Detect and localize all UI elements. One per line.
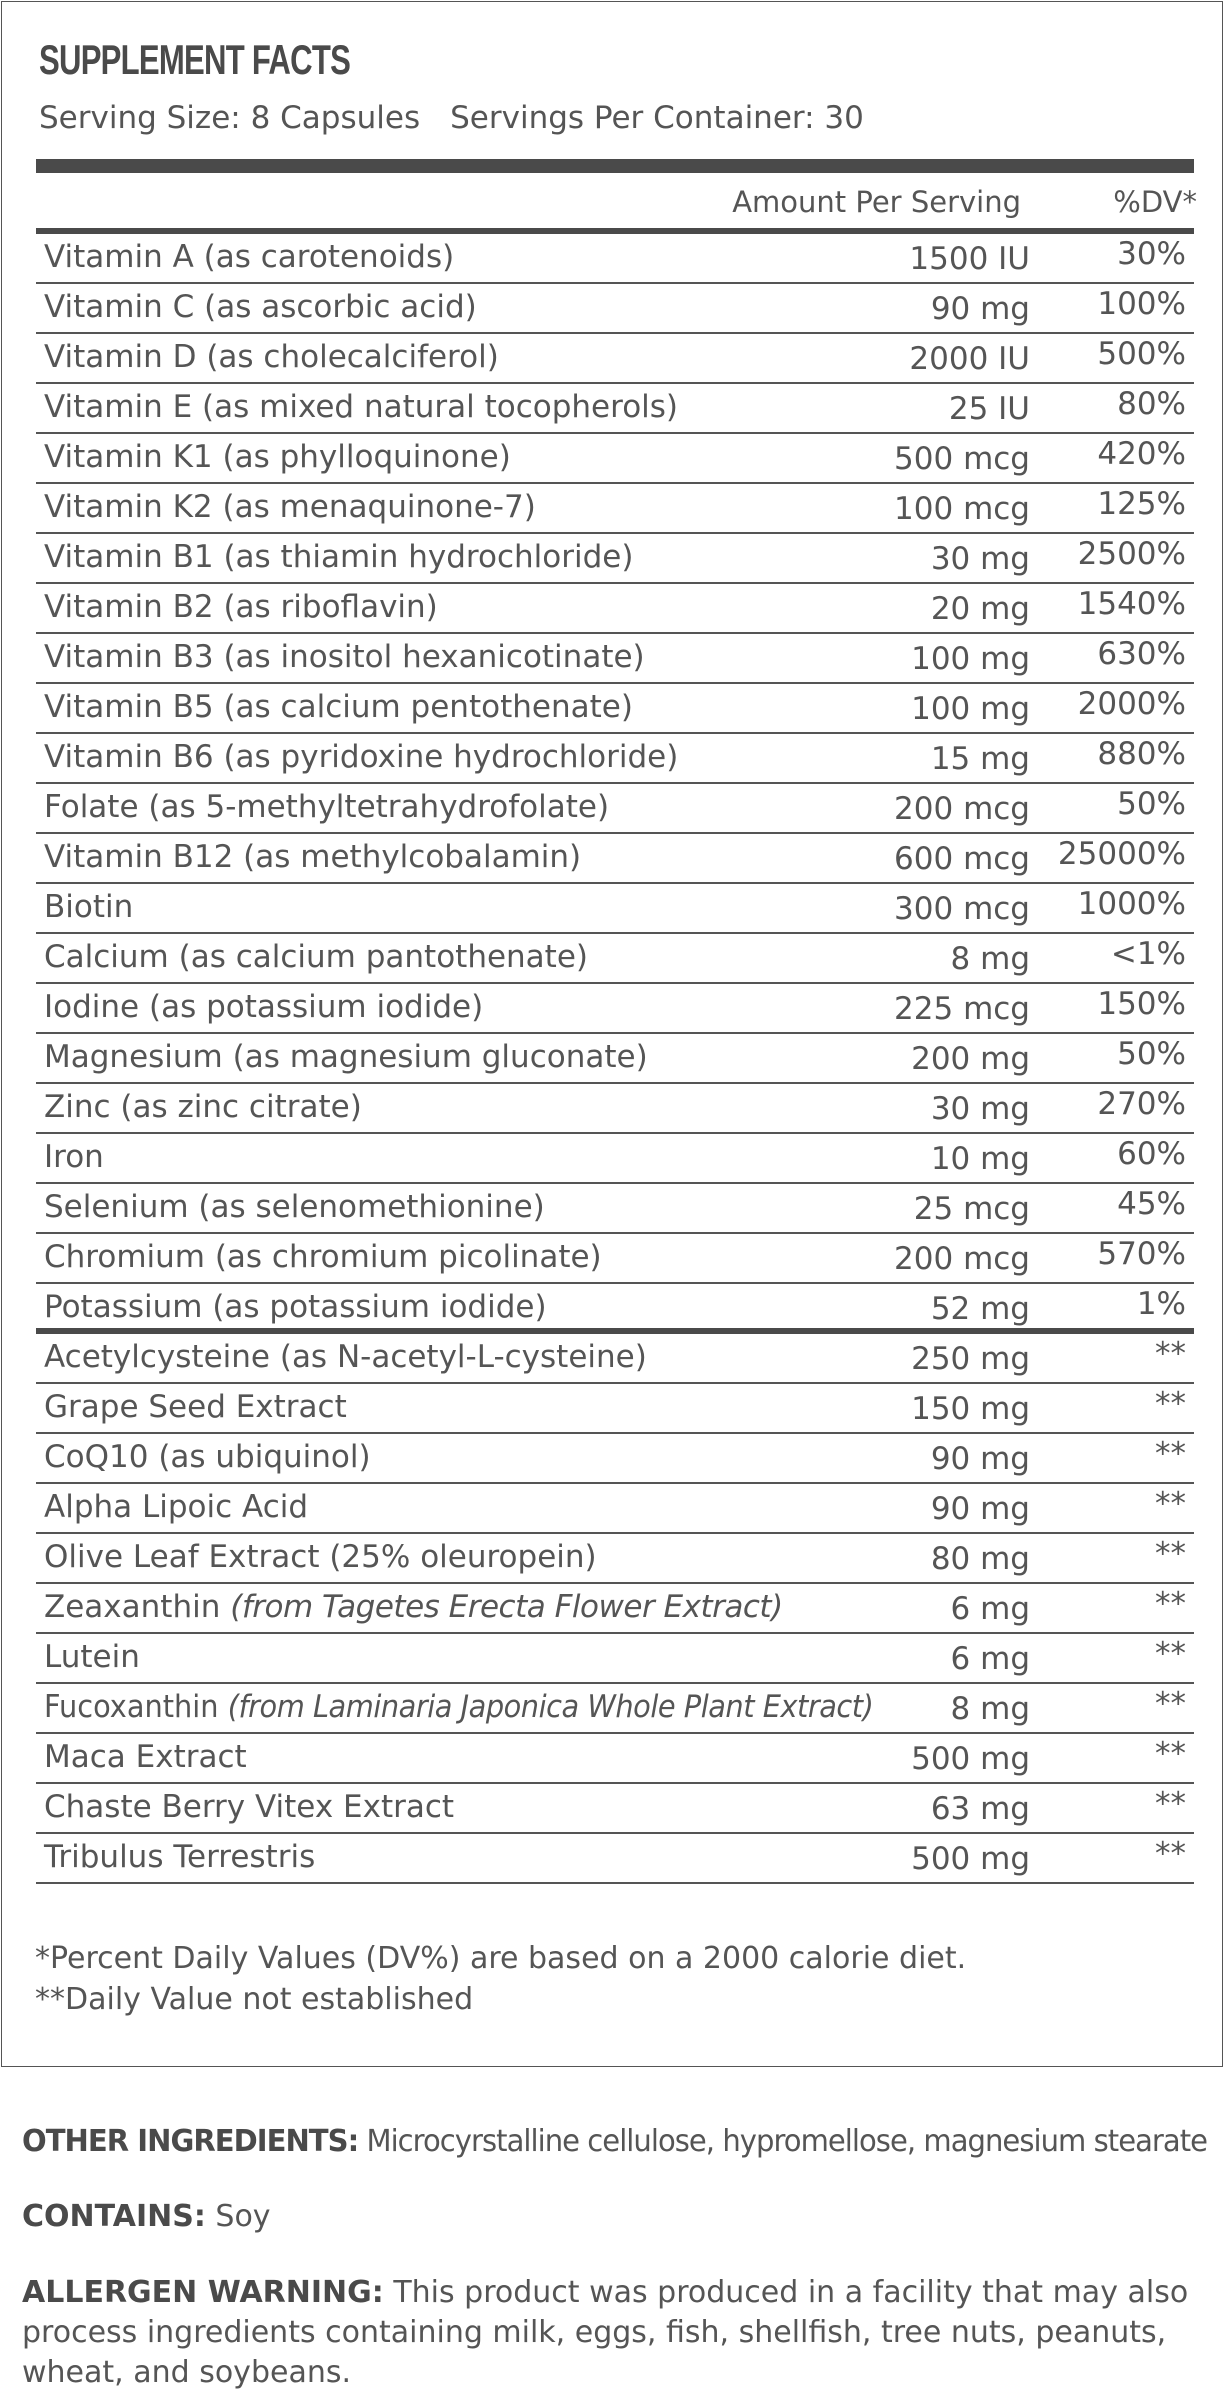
daily-value: 630% (1097, 636, 1186, 672)
table-row (36, 1634, 1194, 1684)
amount-per-serving: 63 mg (930, 1791, 1030, 1827)
amount-per-serving: 25 mcg (913, 1191, 1030, 1227)
daily-value: 60% (1117, 1136, 1186, 1172)
ingredient-name-text: Vitamin A (as carotenoids) (44, 239, 455, 275)
ingredient-name (44, 389, 678, 425)
table-row (36, 834, 1194, 884)
amount-per-serving: 52 mg (930, 1291, 1030, 1327)
amount-per-serving: 80 mg (930, 1541, 1030, 1577)
ingredient-name (44, 489, 536, 525)
table-row (36, 1534, 1194, 1584)
ingredient-name-text: Vitamin B1 (as thiamin hydrochloride) (44, 539, 634, 575)
daily-value: ** (1155, 1636, 1186, 1672)
table-row (36, 234, 1194, 284)
ingredient-name-text: Vitamin K1 (as phylloquinone) (44, 439, 511, 475)
ingredient-name (44, 639, 645, 675)
allergen-warning (22, 2273, 1212, 2393)
daily-value: ** (1155, 1736, 1186, 1772)
daily-value: ** (1155, 1386, 1186, 1422)
table-row (36, 1484, 1194, 1534)
ingredient-name (44, 1839, 315, 1875)
ingredient-source: (from Tagetes Erecta Flower Extract) (230, 1589, 783, 1625)
daily-value: 880% (1097, 736, 1186, 772)
amount-per-serving: 225 mcg (894, 991, 1030, 1027)
amount-per-serving: 100 mcg (894, 491, 1030, 527)
other-ingredients-text: Microcyrstalline cellulose, hypromellose, magnesium stearate (358, 2124, 1208, 2159)
allergen-warning-text: This product was produced in a facility that may also process ingredients containing milk, eggs, fish, shellfish, tree nuts, peanuts, wheat, and soybeans. (22, 2275, 1189, 2390)
amount-per-serving: 8 mg (950, 941, 1030, 977)
ingredient-name-text: Selenium (as selenomethionine) (44, 1189, 545, 1225)
amount-per-serving: 25 IU (948, 391, 1030, 427)
table-row (36, 634, 1194, 684)
daily-value: 2500% (1077, 536, 1186, 572)
amount-per-serving: 200 mcg (894, 1241, 1030, 1277)
amount-per-serving: 300 mcg (894, 891, 1030, 927)
header-amount: Amount Per Serving (732, 185, 1021, 219)
ingredient-name-text: Magnesium (as magnesium gluconate) (44, 1039, 648, 1075)
ingredient-name-text: Vitamin B12 (as methylcobalamin) (44, 839, 582, 875)
daily-value: 25000% (1057, 836, 1186, 872)
amount-per-serving: 20 mg (930, 591, 1030, 627)
table-row (36, 1084, 1194, 1134)
table-row (36, 584, 1194, 634)
amount-per-serving: 1500 IU (909, 241, 1030, 277)
daily-value: 500% (1097, 336, 1186, 372)
ingredient-name-text: Vitamin B2 (as riboflavin) (44, 589, 438, 625)
ingredient-name-text: Acetylcysteine (as N-acetyl-L-cysteine) (44, 1339, 647, 1375)
table-row (36, 884, 1194, 934)
ingredient-source: (from Laminaria Japonica Whole Plant Extract) (227, 1689, 874, 1725)
table-row (36, 1234, 1194, 1284)
amount-per-serving: 200 mg (911, 1041, 1030, 1077)
ingredient-name-text: Calcium (as calcium pantothenate) (44, 939, 588, 975)
daily-value: 30% (1117, 236, 1186, 272)
ingredient-name (44, 239, 454, 275)
amount-per-serving: 150 mg (911, 1391, 1030, 1427)
daily-value: 2000% (1077, 686, 1186, 722)
daily-value: 1540% (1077, 586, 1186, 622)
amount-per-serving: 6 mg (950, 1591, 1030, 1627)
facts-table (36, 234, 1194, 1884)
ingredient-name (44, 1639, 140, 1675)
ingredient-name-text: Tribulus Terrestris (44, 1839, 316, 1875)
serving-size: Serving Size: 8 Capsules (39, 100, 421, 136)
ingredient-name-text: Vitamin C (as ascorbic acid) (44, 289, 477, 325)
ingredient-name (44, 689, 633, 725)
daily-value: ** (1155, 1836, 1186, 1872)
daily-value: ** (1155, 1536, 1186, 1572)
daily-value: 1000% (1077, 886, 1186, 922)
daily-value: 1% (1136, 1286, 1186, 1322)
table-row (36, 1184, 1194, 1234)
ingredient-name-text: Chaste Berry Vitex Extract (44, 1789, 455, 1825)
daily-value: 45% (1117, 1186, 1186, 1222)
table-row (36, 1334, 1194, 1384)
daily-value: ** (1155, 1586, 1186, 1622)
amount-per-serving: 15 mg (930, 741, 1030, 777)
ingredient-name (44, 539, 633, 575)
amount-per-serving: 2000 IU (909, 341, 1030, 377)
table-row (36, 384, 1194, 434)
other-ingredients-label: OTHER INGREDIENTS: (22, 2124, 359, 2159)
daily-value: <1% (1110, 936, 1186, 972)
ingredient-name (44, 1189, 545, 1225)
ingredient-name (44, 1389, 347, 1425)
amount-per-serving: 30 mg (930, 1091, 1030, 1127)
ingredient-name (44, 1589, 783, 1625)
ingredient-name (44, 789, 609, 825)
table-row (36, 684, 1194, 734)
amount-per-serving: 30 mg (930, 541, 1030, 577)
ingredient-name (44, 589, 438, 625)
daily-value: 100% (1097, 286, 1186, 322)
daily-value: 125% (1097, 486, 1186, 522)
daily-value: 50% (1117, 786, 1186, 822)
ingredient-name (44, 439, 511, 475)
table-row (36, 1734, 1194, 1784)
ingredient-name (44, 1439, 371, 1475)
contains (22, 2197, 271, 2237)
ingredient-name-text: Grape Seed Extract (44, 1389, 347, 1425)
other-ingredients (22, 2122, 1207, 2162)
table-row (36, 1034, 1194, 1084)
ingredient-name (44, 1739, 247, 1775)
ingredient-name-text: Lutein (44, 1639, 140, 1675)
ingredient-name-text: Zeaxanthin (44, 1589, 221, 1625)
ingredient-name-text: Vitamin D (as cholecalciferol) (44, 339, 499, 375)
top-divider (36, 159, 1194, 173)
ingredient-name (44, 1089, 362, 1125)
amount-per-serving: 500 mcg (894, 441, 1030, 477)
amount-per-serving: 100 mg (911, 691, 1030, 727)
daily-value: 50% (1117, 1036, 1186, 1072)
ingredient-name (44, 1139, 104, 1175)
ingredient-name (44, 1289, 547, 1325)
ingredient-name-text: Vitamin B5 (as calcium pentothenate) (44, 689, 633, 725)
ingredient-name (44, 1339, 647, 1375)
ingredient-name (44, 1789, 454, 1825)
ingredient-name-text: Olive Leaf Extract (25% oleuropein) (44, 1539, 597, 1575)
ingredient-name-text: Chromium (as chromium picolinate) (44, 1239, 602, 1275)
daily-value: ** (1155, 1786, 1186, 1822)
ingredient-name-text: Fucoxanthin (44, 1689, 219, 1725)
ingredient-name (44, 939, 588, 975)
daily-value: ** (1155, 1336, 1186, 1372)
table-row (36, 1684, 1194, 1734)
table-row (36, 784, 1194, 834)
ingredient-name (44, 839, 581, 875)
ingredient-name-text: Vitamin B3 (as inositol hexanicotinate) (44, 639, 645, 675)
ingredient-name-text: Folate (as 5-methyltetrahydrofolate) (44, 789, 610, 825)
ingredient-name (44, 1689, 873, 1725)
daily-value: 80% (1117, 386, 1186, 422)
amount-per-serving: 250 mg (911, 1341, 1030, 1377)
daily-value: 270% (1097, 1086, 1186, 1122)
daily-value: ** (1155, 1686, 1186, 1722)
ingredient-name-text: Iron (44, 1139, 104, 1175)
amount-per-serving: 90 mg (930, 1441, 1030, 1477)
table-row (36, 1834, 1194, 1884)
amount-per-serving: 8 mg (950, 1691, 1030, 1727)
amount-per-serving: 90 mg (930, 291, 1030, 327)
amount-per-serving: 90 mg (930, 1491, 1030, 1527)
ingredient-name-text: Iodine (as potassium iodide) (44, 989, 484, 1025)
allergen-warning-label: ALLERGEN WARNING: (22, 2275, 384, 2310)
daily-value: ** (1155, 1486, 1186, 1522)
table-row (36, 1134, 1194, 1184)
table-row (36, 1784, 1194, 1834)
amount-per-serving: 500 mg (911, 1741, 1030, 1777)
ingredient-name-text: Zinc (as zinc citrate) (44, 1089, 362, 1125)
table-row (36, 1284, 1194, 1334)
ingredient-name (44, 1539, 597, 1575)
ingredient-name-text: Biotin (44, 889, 134, 925)
table-row (36, 934, 1194, 984)
table-row (36, 334, 1194, 384)
ingredient-name-text: Potassium (as potassium iodide) (44, 1289, 547, 1325)
amount-per-serving: 6 mg (950, 1641, 1030, 1677)
table-row (36, 984, 1194, 1034)
contains-text: Soy (205, 2199, 271, 2234)
supplement-facts-panel (1, 1, 1223, 2067)
footnote-dv: *Percent Daily Values (DV%) are based on a 2000 calorie diet. (35, 1941, 967, 1976)
daily-value: ** (1155, 1436, 1186, 1472)
ingredient-name-text: Vitamin E (as mixed natural tocopherols) (44, 389, 679, 425)
ingredient-name (44, 289, 477, 325)
amount-per-serving: 10 mg (930, 1141, 1030, 1177)
contains-label: CONTAINS: (22, 2199, 206, 2234)
ingredient-name-text: CoQ10 (as ubiquinol) (44, 1439, 371, 1475)
ingredient-name-text: Vitamin K2 (as menaquinone-7) (44, 489, 536, 525)
daily-value: 150% (1097, 986, 1186, 1022)
amount-per-serving: 100 mg (911, 641, 1030, 677)
amount-per-serving: 600 mcg (894, 841, 1030, 877)
header-dv: %DV* (1113, 185, 1197, 219)
ingredient-name-text: Alpha Lipoic Acid (44, 1489, 309, 1525)
daily-value: 420% (1097, 436, 1186, 472)
daily-value: 570% (1097, 1236, 1186, 1272)
amount-per-serving: 200 mcg (894, 791, 1030, 827)
table-row (36, 284, 1194, 334)
table-row (36, 734, 1194, 784)
ingredient-name (44, 1039, 648, 1075)
table-row (36, 484, 1194, 534)
ingredient-name (44, 1489, 308, 1525)
servings-per-container: Servings Per Container: 30 (450, 100, 864, 136)
serving-info (39, 100, 864, 136)
ingredient-name (44, 339, 499, 375)
amount-per-serving: 500 mg (911, 1841, 1030, 1877)
ingredient-name (44, 1239, 602, 1275)
ingredient-name (44, 989, 483, 1025)
table-row (36, 1434, 1194, 1484)
footnote-not-established: **Daily Value not established (35, 1982, 474, 2017)
ingredient-name-text: Vitamin B6 (as pyridoxine hydrochloride) (44, 739, 679, 775)
ingredient-name (44, 889, 133, 925)
panel-title: SUPPLEMENT FACTS (39, 36, 351, 83)
table-row (36, 1584, 1194, 1634)
table-row (36, 534, 1194, 584)
table-row (36, 434, 1194, 484)
table-row (36, 1384, 1194, 1434)
ingredient-name (44, 739, 678, 775)
ingredient-name-text: Maca Extract (44, 1739, 247, 1775)
